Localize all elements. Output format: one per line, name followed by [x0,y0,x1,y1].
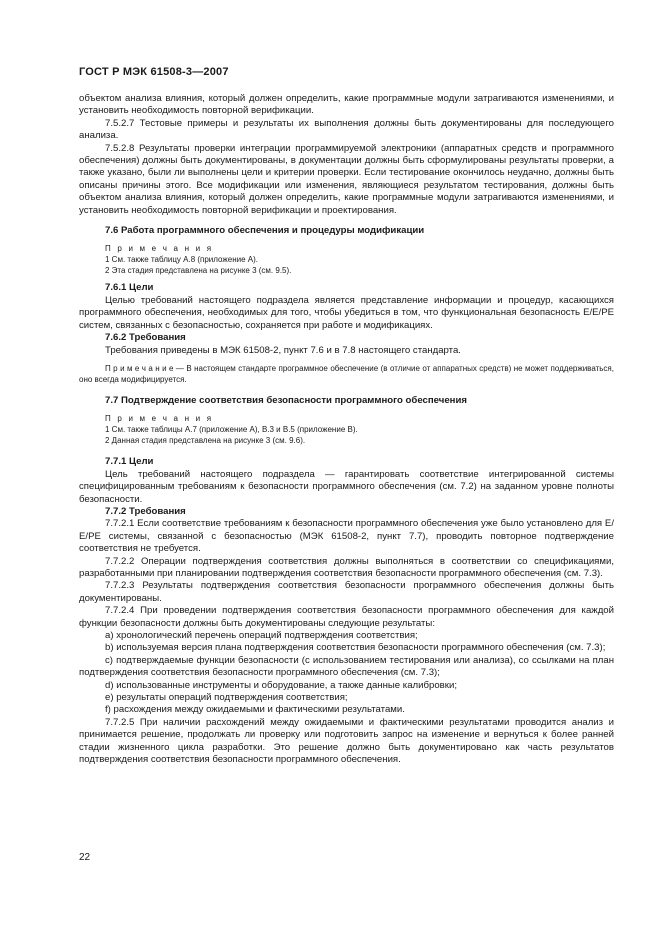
list-item: c) подтверждаемые функции безопасности (с использованием тестирования или анализа), со ссылками на план подтверждения соответствия безопасности программного обеспечения (см. 7.3); [79,654,614,679]
list-item: d) использованные инструменты и оборудование, а также данные калибровки; [105,679,457,691]
note: 2 Эта стадия представлена на рисунке 3 (см. 9.5). [105,266,292,276]
paragraph: 7.7.2.1 Если соответствие требованиям к безопасности программного обеспечения уже было установлено для Е/Е/РЕ системы, связанной с безопасностью (МЭК 61508-2, пункт 7.7), проводить повторное подтверждение соответствия не требуется. [79,518,614,555]
list-item: f) расхождения между ожидаемыми и фактическими результатами. [105,704,405,716]
note: П р и м е ч а н и е — В настоящем стандарте программное обеспечение (в отличие от аппаратных средств) не может поддерживаться, оно всегда модифицируется. [79,363,614,384]
document-header: ГОСТ Р МЭК 61508-3—2007 [79,66,229,78]
notes-title: П р и м е ч а н и я [105,414,214,424]
section-heading-7-7: 7.7 Подтверждение соответствия безопасности программного обеспечения [105,394,467,406]
paragraph: 7.7.2.5 При наличии расхождений между ожидаемыми и фактическими результатами проводится анализ и принимается решение, продолжать ли проверку или подготовить запрос на изменение и вернуться к более ранней стадии жизненного цикла разработки. Это решение должно быть документировано как часть результатов подтверждения соответствия безопасности программного обеспечения. [79,716,614,766]
paragraph: Целью требований настоящего подраздела является представление информации и процедур, касающихся программного обеспечения, необходимых для того, чтобы убедиться в том, что функциональная безопасность Е/Е/РЕ систем, связанных с безопасностью, сохраняется при работе и модификациях. [79,294,614,331]
list-item: e) результаты операций подтверждения соответствия; [105,692,348,704]
paragraph: 7.5.2.7 Тестовые примеры и результаты их выполнения должны быть документированы для последующего анализа. [79,117,614,142]
document-body [79,93,614,766]
paragraph: 7.5.2.8 Результаты проверки интеграции программируемой электроники (аппаратных средств и программного обеспечения) должны быть документированы, в документации должны быть сформулированы результаты проверки, а также указано, были ли выполнены цели и критерии проверки. Если тестирование окончилось неудачно, должны быть описаны причины этого. Все модификации или изменения, являющиеся результатом тестирования, должны быть объектом анализа влияния, который должен определить, какие программные модули затрагиваются изменениями, и установить необходимость повторной верификации и проектирования. [79,142,614,216]
paragraph: 7.7.2.3 Результаты подтверждения соответствия безопасности программного обеспечения должны быть документированы. [79,580,614,604]
section-heading-7-7-1: 7.7.1 Цели [105,456,154,468]
paragraph: 7.7.2.4 При проведении подтверждения соответствия безопасности программного обеспечения для каждой функции безопасности должны быть документированы следующие результаты: [79,605,614,629]
section-heading-7-6: 7.6 Работа программного обеспечения и процедуры модификации [105,225,425,237]
section-heading-7-6-1: 7.6.1 Цели [105,282,154,294]
list-item: a) хронологический перечень операций подтверждения соответствия; [105,630,418,641]
note: 1 См. также таблицу А.8 (приложение А). [105,255,258,265]
paragraph: Цель требований настоящего подраздела — гарантировать соответствие интегрированной системы специфицированным требованиям к безопасности программного обеспечения (см. 7.2) на заданном уровне полноты безопасности. [79,468,614,505]
note: 1 См. также таблицы А.7 (приложение А), В.3 и В.5 (приложение В). [105,425,358,435]
list-item: b) используемая версия плана подтверждения соответствия безопасности программного обеспечения (см. 7.3); [105,642,606,654]
note: 2 Данная стадия представлена на рисунке 3 (см. 9.6). [105,436,306,446]
section-heading-7-6-2: 7.6.2 Требования [105,332,186,344]
section-heading-7-7-2: 7.7.2 Требования [105,505,186,517]
page-number: 22 [79,852,91,863]
paragraph: 7.7.2.2 Операции подтверждения соответствия должны выполняться в соответствии со спецификациями, разработанными при планировании подтверждения соответствия безопасности программного обеспечения (см. 7.3). [79,555,614,579]
paragraph: объектом анализа влияния, который должен определить, какие программные модули затрагиваются изменениями, и установить необходимость повторной верификации. [79,93,614,117]
notes-title: П р и м е ч а н и я [105,244,214,254]
paragraph: Требования приведены в МЭК 61508-2, пункт 7.6 и в 7.8 настоящего стандарта. [105,344,461,356]
